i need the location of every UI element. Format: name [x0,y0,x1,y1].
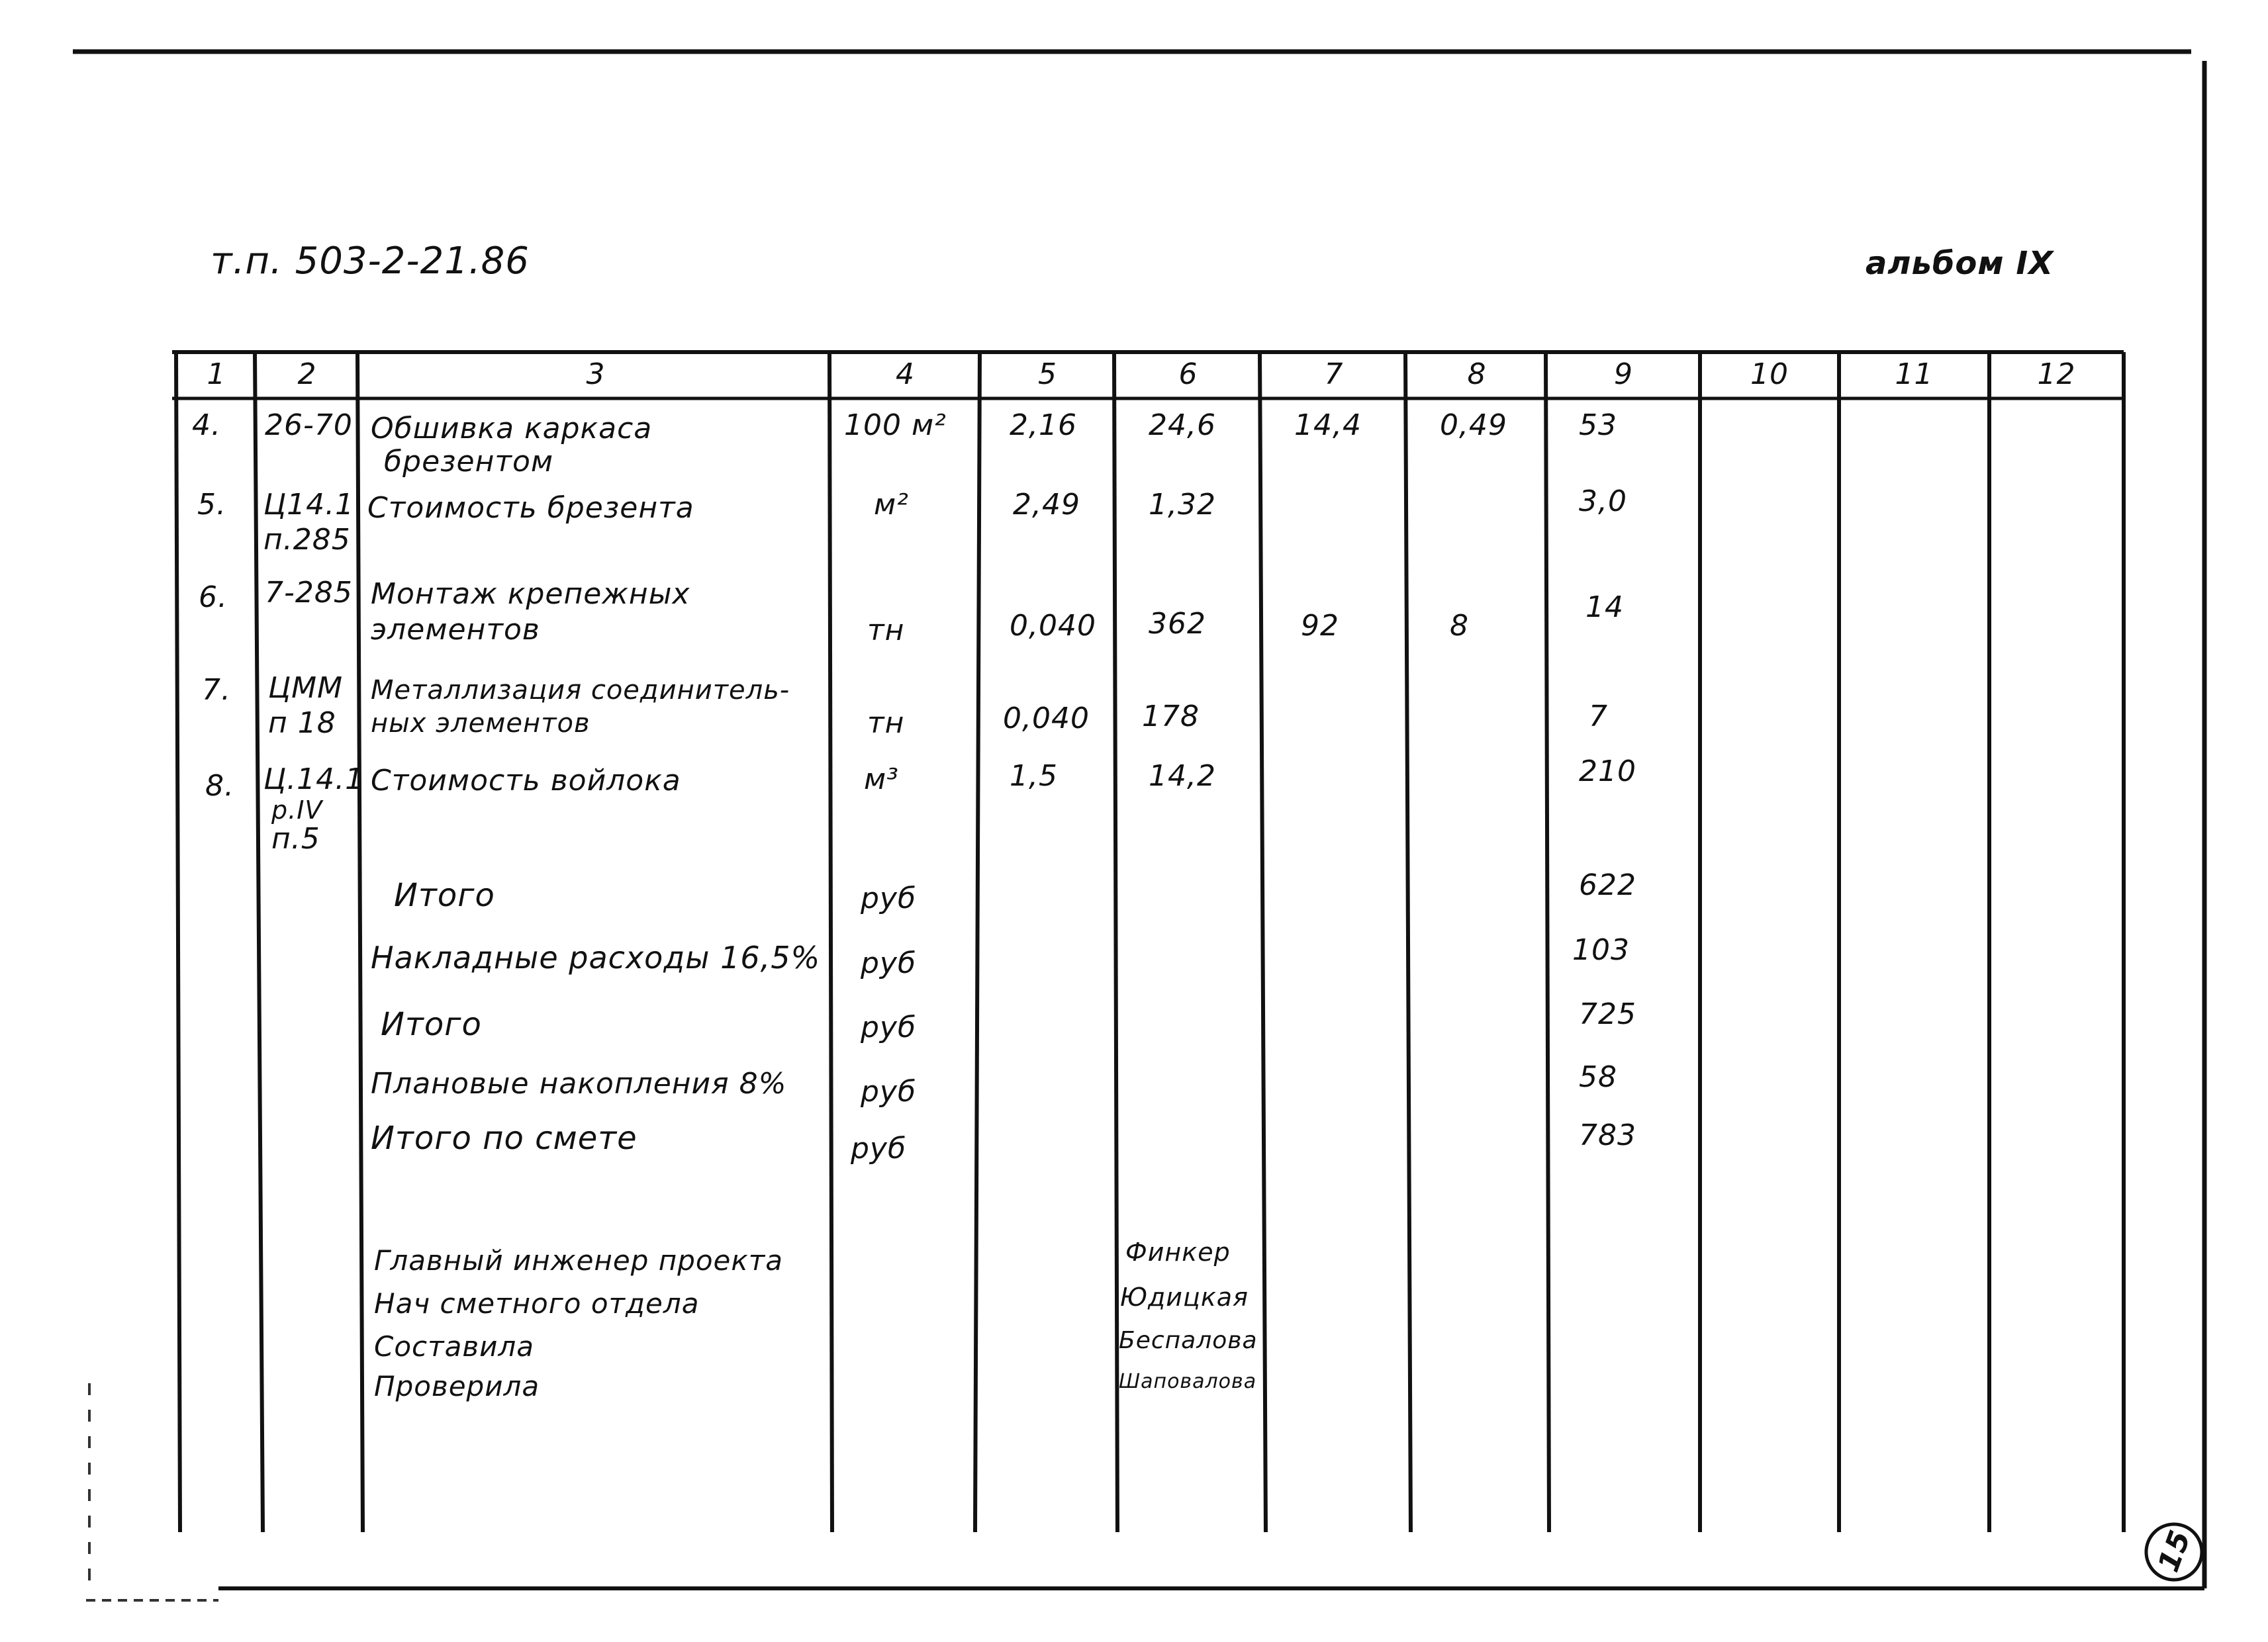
row-unit: тн [867,614,905,647]
signature-name: Финкер [1125,1238,1231,1267]
row-unit: м² [874,488,909,522]
row-code: Ц.14.1 [263,762,365,796]
column-header: 4 [896,357,915,391]
row-code: 26-70 [265,408,353,442]
row-total: 210 [1579,754,1636,788]
column-header: 8 [1467,357,1487,391]
total-label: Накладные расходы 16,5% [371,940,821,976]
row-quantity: 1,5 [1010,759,1058,793]
total-unit: руб [861,946,917,980]
page-number: 15 [2151,1526,2198,1576]
row-quantity: 0,040 [1010,609,1096,643]
row-col8: 0,49 [1440,408,1507,442]
row-number: 6. [199,580,228,614]
column-header: 9 [1614,357,1633,391]
signature-role: Составила [374,1330,534,1363]
row-unit: м³ [864,762,899,796]
row-name: Металлизация соединитель- [371,675,790,706]
row-quantity: 2,16 [1010,408,1077,442]
row-name: Стоимость войлока [371,764,681,798]
row-code: 7-285 [265,576,353,610]
row-number: 8. [205,769,234,803]
row-name: брезентом [384,445,554,479]
total-unit: руб [861,882,917,915]
row-col7: 92 [1301,609,1339,643]
row-number: 7. [202,673,231,707]
row-code: ЦММ [268,671,344,705]
row-name: Стоимость брезента [367,491,694,525]
row-total: 3,0 [1579,484,1627,518]
row-code: р.IV [271,796,323,825]
row-name: ных элементов [371,708,591,739]
column-header: 1 [207,357,226,391]
total-value: 725 [1579,997,1636,1031]
row-name: элементов [371,613,540,647]
column-header: 12 [2037,357,2076,391]
row-col8: 8 [1450,609,1469,643]
total-value: 783 [1579,1118,1636,1152]
doc-code: т.п. 503-2-21.86 [211,240,530,283]
column-header: 5 [1038,357,1057,391]
total-value: 622 [1579,868,1636,902]
total-unit: руб [861,1075,917,1109]
row-quantity: 2,49 [1013,488,1080,522]
column-header: 2 [297,357,317,391]
column-header: 10 [1750,357,1789,391]
total-label: Итого [381,1006,482,1043]
row-number: 5. [197,488,226,522]
row-unit: 100 м² [844,408,947,442]
column-header: 11 [1895,357,1934,391]
total-unit: руб [861,1011,917,1044]
row-unit: тн [867,706,905,740]
total-value: 103 [1572,933,1630,967]
row-unit-cost: 14,2 [1149,759,1216,793]
row-name: Монтаж крепежных [371,577,690,611]
row-unit-cost: 178 [1142,700,1200,733]
row-number: 4. [192,408,221,442]
row-unit-cost: 362 [1149,607,1206,641]
total-label: Плановые накопления 8% [371,1067,787,1101]
signature-role: Нач сметного отдела [374,1287,700,1320]
row-total: 53 [1579,408,1617,442]
row-unit-cost: 1,32 [1149,488,1216,522]
row-quantity: 0,040 [1003,702,1090,735]
column-header: 6 [1178,357,1198,391]
total-unit: руб [851,1132,907,1165]
total-value: 58 [1579,1060,1617,1094]
signature-name: Беспалова [1119,1327,1258,1354]
row-unit-cost: 24,6 [1149,408,1216,442]
row-col7: 14,4 [1294,408,1362,442]
row-code: п.5 [271,822,320,856]
row-code: Ц14.1 [263,488,355,522]
row-code: п.285 [263,523,351,557]
album-label: альбом IX [1866,245,2054,282]
total-label: Итого по смете [371,1120,638,1157]
column-header: 3 [586,357,606,391]
signature-role: Главный инженер проекта [374,1244,783,1277]
row-total: 14 [1585,590,1624,624]
total-label: Итого [394,877,495,914]
row-name: Обшивка каркаса [371,412,653,445]
signature-role: Проверила [374,1370,540,1402]
row-code: п 18 [268,706,336,740]
row-total: 7 [1589,700,1608,733]
column-header: 7 [1324,357,1344,391]
signature-name: Шаповалова [1119,1370,1257,1393]
signature-name: Юдицкая [1120,1283,1249,1312]
